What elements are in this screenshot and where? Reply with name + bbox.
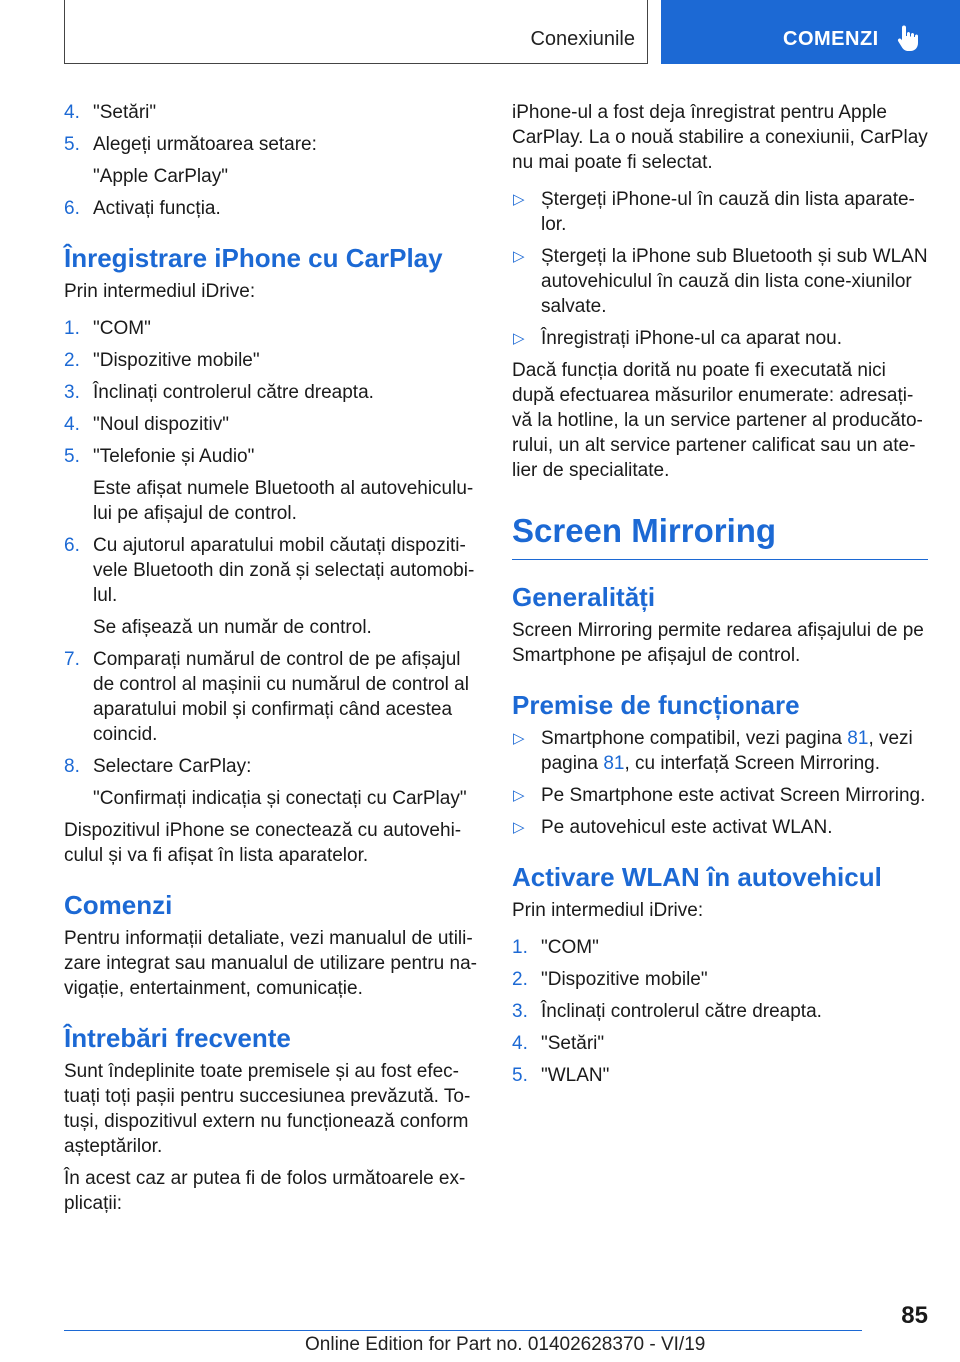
bullet-item xyxy=(512,187,928,237)
wlan-heading: Activare WLAN în autovehicul xyxy=(512,862,882,892)
step-number: 2. xyxy=(64,350,80,371)
idrive-intro: Prin intermediul iDrive: xyxy=(512,900,704,921)
step-text: "COM" xyxy=(541,937,599,958)
step-number: 3. xyxy=(512,1001,528,1022)
header-chapter-tab[interactable] xyxy=(661,0,960,64)
step-item xyxy=(64,132,480,157)
bullet-item xyxy=(512,815,928,840)
step-text: "Dispozitive mobile" xyxy=(93,350,260,371)
step-text: Activați funcția. xyxy=(93,198,221,219)
comenzi-text: Pentru informații detaliate, vezi manualul de utili-zare integrat sau manualul de utilizare pentru na-vigație, entertainment, comunicație. xyxy=(64,928,477,999)
step-number: 6. xyxy=(64,535,80,556)
step-text: Selectare CarPlay: xyxy=(93,756,252,777)
step-subtext: Se afișează un număr de control. xyxy=(93,617,372,638)
step-item xyxy=(64,316,480,341)
triangle-bullet-icon: ▷ xyxy=(513,787,525,804)
step-item xyxy=(64,444,480,469)
step-number: 6. xyxy=(64,198,80,219)
idrive-intro: Prin intermediul iDrive: xyxy=(64,281,256,302)
general-text: Screen Mirroring permite redarea afișajului de pe Smartphone pe afișajul de control. xyxy=(512,620,924,666)
footer-edition: Online Edition for Part no. 01402628370 - VI/19 xyxy=(305,1334,706,1355)
step-subtext: "Confirmați indicația și conectați cu CarPlay" xyxy=(93,788,467,809)
step-text: "Setări" xyxy=(541,1033,605,1054)
faq-text: Sunt îndeplinite toate premisele și au fost efec-tuați toți pașii pentru succesiunea prevăzută. To-tuși, dispozitivul extern nu funcționează conform așteptărilor. xyxy=(64,1061,471,1157)
step-text: "Setări" xyxy=(93,102,157,123)
premise-heading: Premise de funcționare xyxy=(512,690,800,720)
step-item xyxy=(64,647,480,747)
bullet-text: Pe Smartphone este activat Screen Mirroring. xyxy=(541,785,926,806)
right-column xyxy=(512,100,928,1095)
triangle-bullet-icon: ▷ xyxy=(513,248,525,265)
screen-mirroring-title: Screen Mirroring xyxy=(512,511,928,560)
step-text: "WLAN" xyxy=(541,1065,610,1086)
triangle-bullet-icon: ▷ xyxy=(513,819,525,836)
step-number: 4. xyxy=(512,1033,528,1054)
bullet-item xyxy=(512,726,928,776)
step-number: 3. xyxy=(64,382,80,403)
header-section-tab xyxy=(64,0,648,64)
step-text: Înclinați controlerul către dreapta. xyxy=(541,1001,822,1022)
step-number: 8. xyxy=(64,756,80,777)
step-text: Alegeți următoarea setare: xyxy=(93,134,317,155)
connection-note: Dispozitivul iPhone se conectează cu autovehi-culul și va fi afișat în lista aparatelor. xyxy=(64,820,462,866)
triangle-bullet-icon: ▷ xyxy=(513,191,525,208)
step-text: "Telefonie și Audio" xyxy=(93,446,255,467)
bullet-text: Ștergeți la iPhone sub Bluetooth și sub WLAN autovehiculul în cauză din lista cone-xiunilor salvate. xyxy=(541,246,928,317)
step-subtext: Este afișat numele Bluetooth al autovehiculu-lui pe afișajul de control. xyxy=(93,478,474,524)
step-item xyxy=(64,100,480,125)
step-number: 2. xyxy=(512,969,528,990)
step-number: 7. xyxy=(64,649,80,670)
step-item xyxy=(512,1031,928,1056)
hand-pointer-icon xyxy=(896,24,920,52)
header-chapter-title: COMENZI xyxy=(783,28,879,50)
triangle-bullet-icon: ▷ xyxy=(513,730,525,747)
left-column xyxy=(64,100,480,1223)
bullet-text: Pe autovehicul este activat WLAN. xyxy=(541,817,833,838)
step-item xyxy=(64,412,480,437)
step-text: Comparați numărul de control de pe afișajul de control al mașinii cu numărul de control al aparatului mobil și confirmați când acestea coincid. xyxy=(93,649,469,745)
comenzi-heading: Comenzi xyxy=(64,890,173,920)
bullet-text: Înregistrați iPhone-ul ca aparat nou. xyxy=(541,328,843,349)
step-number: 5. xyxy=(64,446,80,467)
step-item xyxy=(512,967,928,992)
bullet-item xyxy=(512,244,928,319)
iphone-registration-heading: Înregistrare iPhone cu CarPlay xyxy=(64,243,443,273)
faq-text-2: În acest caz ar putea fi de folos următoarele ex-plicații: xyxy=(64,1168,466,1214)
bullet-item xyxy=(512,783,928,808)
step-item xyxy=(64,754,480,779)
step-item xyxy=(512,1063,928,1088)
step-text: "Dispozitive mobile" xyxy=(541,969,708,990)
step-number: 4. xyxy=(64,102,80,123)
step-text: "COM" xyxy=(93,318,151,339)
carplay-registered-text: iPhone-ul a fost deja înregistrat pentru Apple CarPlay. La o nouă stabilire a conexiunii, CarPlay nu mai poate fi selectat. xyxy=(512,102,928,173)
step-item xyxy=(512,935,928,960)
step-item xyxy=(64,380,480,405)
step-text: Înclinați controlerul către dreapta. xyxy=(93,382,374,403)
page-reference-link[interactable]: 81 xyxy=(603,753,625,774)
step-number: 1. xyxy=(512,937,528,958)
bullet-text: Ștergeți iPhone-ul în cauză din lista aparate-lor. xyxy=(541,189,915,235)
general-heading: Generalități xyxy=(512,582,656,612)
triangle-bullet-icon: ▷ xyxy=(513,330,525,347)
step-item xyxy=(64,348,480,373)
step-number: 5. xyxy=(64,134,80,155)
step-text: "Noul dispozitiv" xyxy=(93,414,229,435)
bullet-item xyxy=(512,326,928,351)
help-text: Dacă funcția dorită nu poate fi executată nici după efectuarea măsurilor enumerate: adresați-vă la hotline, la un service partener al producăto-rului, un alt service partener calificat sau un ate-lier de specialitate. xyxy=(512,360,923,481)
step-number: 5. xyxy=(512,1065,528,1086)
page-reference-link[interactable]: 81 xyxy=(847,728,869,749)
page-number: 85 xyxy=(901,1302,928,1329)
step-number: 1. xyxy=(64,318,80,339)
step-item xyxy=(64,196,480,221)
step-number: 4. xyxy=(64,414,80,435)
step-item xyxy=(512,999,928,1024)
footer-divider xyxy=(64,1330,862,1331)
step-item xyxy=(64,533,480,608)
bullet-text: Smartphone compatibil, vezi pagina 81, vezi pagina 81, cu interfață Screen Mirroring. xyxy=(541,728,913,774)
step-text: Cu ajutorul aparatului mobil căutați dispoziti-vele Bluetooth din zonă și selectați automobi-lul. xyxy=(93,535,475,606)
step-subtext: "Apple CarPlay" xyxy=(93,166,228,187)
faq-heading: Întrebări frecvente xyxy=(64,1023,291,1053)
header-section-title: Conexiunile xyxy=(530,28,635,50)
